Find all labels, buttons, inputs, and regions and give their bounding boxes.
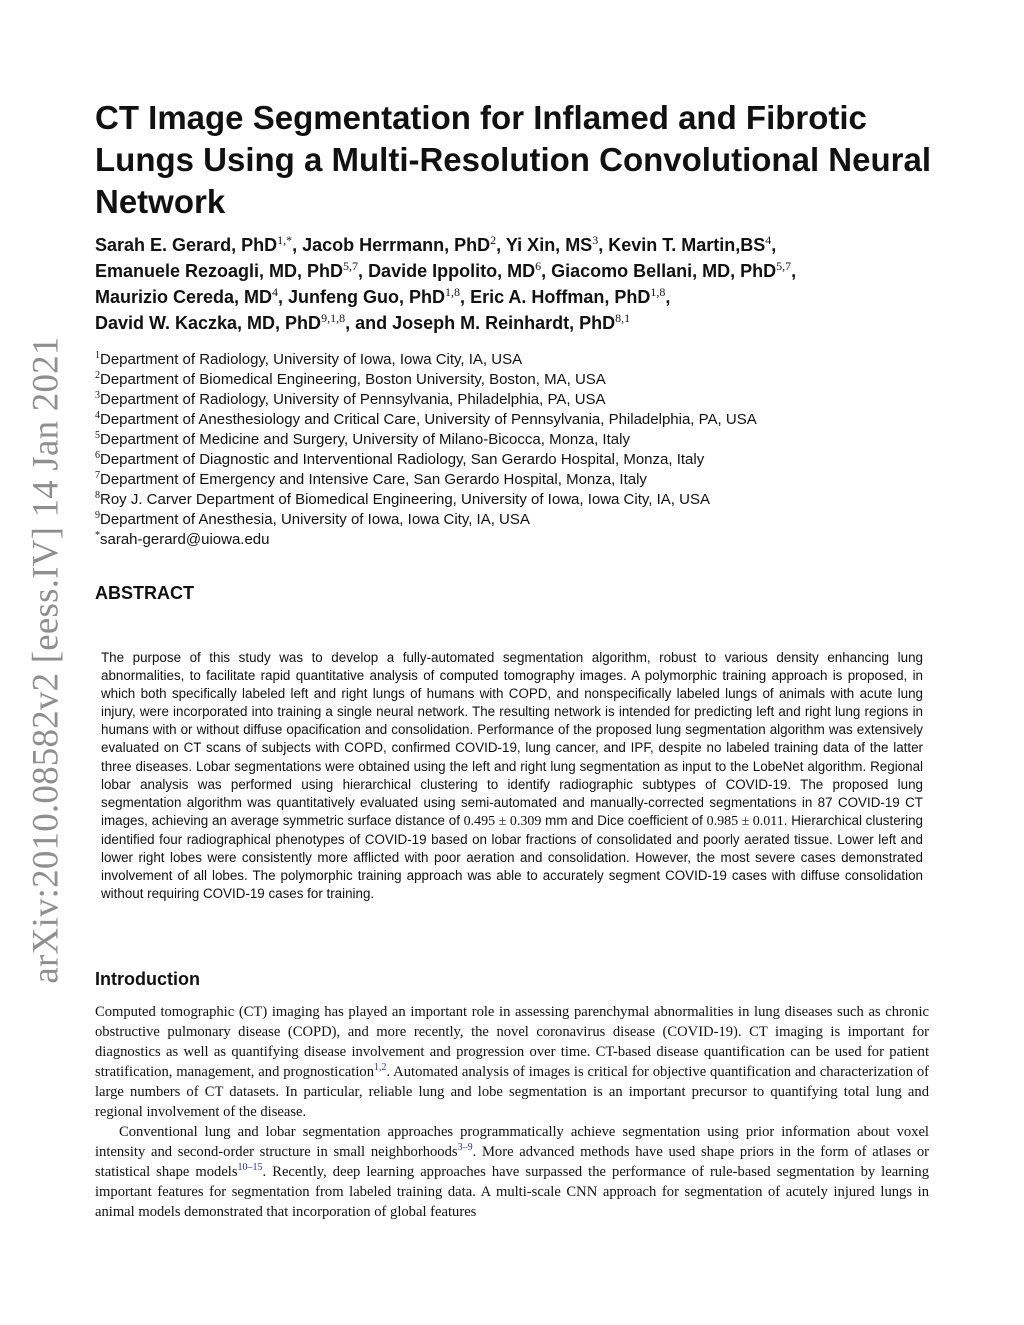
author-name: and Joseph M. Reinhardt, PhD [355, 313, 616, 333]
affiliation-item: $^8$Roy J. Carver Department of Biomedical Engineering, University of Iowa, Iowa City, IA, USA [95, 490, 710, 508]
author-name: Yi Xin, MS [505, 235, 593, 255]
citation-link[interactable]: 1,2 [374, 1062, 387, 1073]
affiliation-list [95, 350, 955, 550]
author-affiliation-ref: 1,* [277, 233, 293, 247]
author-list: Sarah E. Gerard, PhD$^{1,*}$, Jacob Herrmann, PhD$^2$, Yi Xin, $MS^3$, Kevin T. $Martin,BS^4$, Emanuele Rezoagli, MD, PhD$^{5,7}$, Davide Ippolito, $MD^6$, Giacomo Bellani, MD, PhD$^{5,7}$, Maurizio Cereda, $MD^4$, Junfeng Guo, PhD$^{1,8}$, Eric A. Hoffman, PhD$^{1,8}$, David W. Kaczka, MD, PhD$^{9,1,8}$, and Joseph M. Reinhardt, PhD$^{8,1}$ [95, 233, 797, 333]
citation-link[interactable]: 3–9 [457, 1142, 473, 1153]
author-affiliation-ref: 1,8 [445, 285, 461, 299]
author-affiliation-ref: 5,7 [343, 259, 359, 273]
dice-value: 0.985 ± 0.011 [706, 813, 784, 829]
affiliation-item: $^7$Department of Emergency and Intensive Care, San Gerardo Hospital, Monza, Italy [95, 470, 647, 488]
author-name: Maurizio Cereda, MD [95, 287, 273, 307]
author-name: David W. Kaczka, MD, PhD [95, 313, 322, 333]
author-name: Giacomo Bellani, MD, PhD [551, 261, 777, 281]
author-affiliation-ref: 4 [765, 233, 772, 247]
assd-value: 0.495 ± 0.309 [463, 813, 542, 829]
author-affiliation-ref: 5,7 [776, 259, 792, 273]
author-name: Kevin T. Martin,BS [608, 235, 766, 255]
affiliation-item: $^3$Department of Radiology, University of Pennsylvania, Philadelphia, PA, USA [95, 390, 606, 408]
author-name: Eric A. Hoffman, PhD [470, 287, 651, 307]
arxiv-identifier: arXiv:2010.08582v2 [eess.IV] 14 Jan 2021 [25, 336, 67, 984]
affiliation-item: $^1$Department of Radiology, University of Iowa, Iowa City, IA, USA [95, 350, 523, 368]
author-affiliation-ref: 8,1 [615, 311, 631, 325]
introduction-heading: Introduction [95, 969, 200, 989]
author-name: Junfeng Guo, PhD [288, 287, 446, 307]
abstract-text: The purpose of this study was to develop a fully-automated segmentation algorithm, robust to various density enhancing lung abnormalities, to facilitate rapid quantitative analysis of computed tomography images. A polymorphic training approach is proposed, in which both specifically labeled left and right lungs of humans with COPD, and nonspecifically labeled lungs of animals with acute lung injury, were incorporated into training a single neural network. The resulting network is intended for predicting left and right lung regions in humans with or without diffuse opacification and consolidation. Performance of the proposed lung segmentation algorithm was extensively evaluated on CT scans of subjects with COPD, confirmed COVID-19, lung cancer, and IPF, despite no labeled training data of the latter three diseases. Lobar segmentations were obtained using the left and right lung segmentation as input to the LobeNet algorithm. Regional lobar analysis was performed using hierarchical clustering to identify radiographic subtypes of COVID-19. The proposed lung segmentation algorithm was quantitatively evaluated using semi-automated and manually-corrected segmentations in 87 COVID-19 CT images, achieving an average symmetric surface distance of 0.495 ± 0.309 mm and Dice coefficient of 0.985 ± 0.011. Hierarchical clustering identified four radiographical phenotypes of COVID-19 based on lobar fractions of consolidated and poorly aerated tissue. Lower left and lower right lobes were consistently more afflicted with poor aeration and consolidation. However, the most severe cases demonstrated involvement of all lobes. The polymorphic training approach was able to accurately segment COVID-19 cases with diffuse consolidation without requiring COVID-19 cases for training. [101, 650, 923, 902]
affiliation-item: $^5$Department of Medicine and Surgery, University of Milano-Bicocca, Monza, Italy [95, 430, 630, 448]
affiliation-item: $^4$Department of Anesthesiology and Critical Care, University of Pennsylvania, Philadelphia, PA, USA [95, 410, 757, 428]
author-affiliation-ref: 3 [592, 233, 599, 247]
affiliation-item: $^6$Department of Diagnostic and Interventional Radiology, San Gerardo Hospital, Monza, Italy [95, 450, 705, 468]
introduction-paragraph: Computed tomographic (CT) imaging has played an important role in assessing parenchymal abnormalities in lung diseases such as chronic obstructive pulmonary disease (COPD), and more recently, the novel coronavirus disease (COVID-19). CT imaging is important for diagnostics as well as quantifying disease involvement and progression over time. CT-based disease quantification can be used for patient stratification, management, and prognostication$^{1,2}$. Automated analysis of images is critical for objective quantification and characterization of large numbers of CT datasets. In particular, reliable lung and lobe segmentation is an important precursor to quantifying total lung and regional involvement of the disease. [95, 1004, 929, 1120]
author-name: Davide Ippolito, MD [368, 261, 536, 281]
author-affiliation-ref: 2 [490, 233, 497, 247]
author-name: Emanuele Rezoagli, MD, PhD [95, 261, 344, 281]
author-affiliation-ref: 1,8 [650, 285, 666, 299]
author-affiliation-ref: 6 [535, 259, 542, 273]
paper-title: CT Image Segmentation for Inflamed and Fibrotic Lungs Using a Multi-Resolution Convolutional Neural Network [95, 99, 931, 220]
author-name: Jacob Herrmann, PhD [302, 235, 491, 255]
introduction-paragraph: Conventional lung and lobar segmentation approaches programmatically achieve segmentation using prior information about voxel intensity and second-order structure in small neighborhoods$^{3-9}$. More advanced methods have used shape priors in the form of atlases or statistical shape models$^{10-15}$. Recently, deep learning approaches have surpassed the performance of rule-based segmentation by learning important features for segmentation from labeled training data. A multi-scale CNN approach for segmentation of acutely injured lungs in animal models demonstrated that incorporation of global features [95, 1124, 930, 1220]
citation-link[interactable]: 10–15 [237, 1162, 263, 1173]
abstract-heading: ABSTRACT [95, 583, 194, 603]
affiliation-item: $^2$Department of Biomedical Engineering, Boston University, Boston, MA, USA [95, 370, 606, 388]
author-affiliation-ref: 9,1,8 [321, 311, 346, 325]
corresponding-email: *sarah-gerard@uiowa.edu [95, 530, 270, 548]
author-name: Sarah E. Gerard, PhD [95, 235, 278, 255]
introduction-text [95, 1002, 929, 1222]
author-affiliation-ref: 4 [272, 285, 279, 299]
affiliation-item: $^9$Department of Anesthesia, University of Iowa, Iowa City, IA, USA [95, 510, 530, 528]
